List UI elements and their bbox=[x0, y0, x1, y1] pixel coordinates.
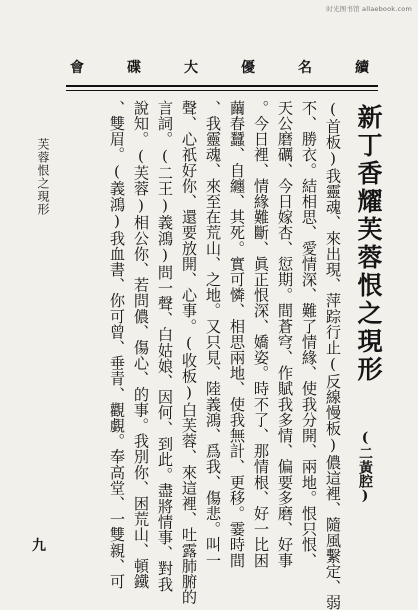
watermark: 时光图书馆 allaebook.com bbox=[326, 5, 412, 13]
series-title-char: 續 bbox=[355, 60, 370, 76]
tune-badge: (二黃腔) bbox=[357, 430, 373, 504]
page-number: 九 bbox=[32, 538, 46, 554]
series-title bbox=[70, 57, 370, 77]
body-column: 。今日裡、情緣難斷、眞正恨深、嬌姿。時不了、那情根、好一比困 bbox=[252, 100, 270, 568]
series-title-char: 會 bbox=[70, 60, 85, 76]
body-column: 不、勝衣。結相思、愛情深、難了情緣、使我分開、兩地。恨只恨、 bbox=[300, 100, 318, 568]
series-title-char: 大 bbox=[184, 60, 199, 76]
running-title: 芙蓉恨之現形 bbox=[36, 138, 50, 216]
series-title-char: 名 bbox=[298, 60, 313, 76]
body-column: 天公磨礪、今日嫁杏、愆期。間蒼穹、作賦我多情、偏要多磨、好事 bbox=[276, 100, 294, 568]
body-column: 、我靈魂、來至在荒山、之地。又只見、陸義鴻、爲我、傷悲。叫一 bbox=[204, 100, 222, 568]
header-rule-thick bbox=[66, 85, 378, 87]
body-column: 、雙眉。(義鴻)我血書、你可曾、垂青、觀覷。奉高堂、一雙親、可 bbox=[108, 100, 126, 590]
series-title-char: 碟 bbox=[127, 60, 142, 76]
series-title-char: 優 bbox=[241, 60, 256, 76]
body-column: 說知。(芙蓉)相公你、若問儂、傷心、的事。我別你、困荒山、頓鐵 bbox=[132, 100, 150, 590]
body-column: 言詞。(二王)義鴻)問一聲、白姑娘、因何、到此。盡將情事、對我 bbox=[156, 100, 174, 592]
body-column: 聲、心祇好你、還要放開、心事。(收板)白芙蓉、來這裡、吐露肺腑的 bbox=[180, 100, 198, 605]
body-column: 繭春蠶、自纏、其死。實可憐、相思兩地、使我無計、更移。霎時間 bbox=[228, 100, 246, 568]
chapter-title: 新丁香耀芙蓉恨之現形 bbox=[354, 104, 383, 384]
header-rule-thin bbox=[66, 90, 378, 91]
body-column: (首板)我靈魂、來出現、萍踪行止(反線慢板)儂這裡、隨風繫定、弱 bbox=[324, 100, 342, 610]
